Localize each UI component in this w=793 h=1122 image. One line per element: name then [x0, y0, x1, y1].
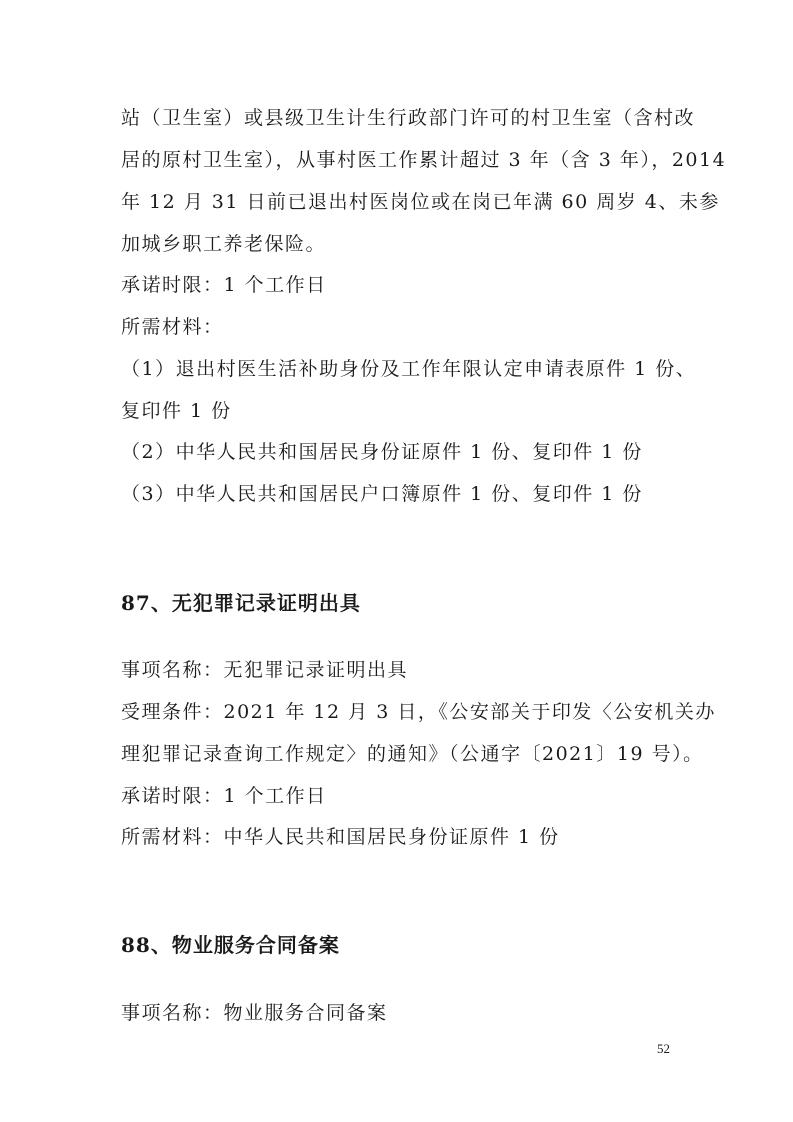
body-text-line: 加城乡职工养老保险。: [121, 233, 327, 255]
section-heading-88: 88、物业服务合同备案: [121, 933, 340, 957]
acceptance-condition-text: 受理条件：2021 年 12 月 3 日，《公安部关于印发〈公安机关办: [121, 701, 716, 723]
body-text-line: 年 12 月 31 日前已退出村医岗位或在岗已年满 60 周岁 4、未参: [121, 191, 720, 213]
acceptance-condition-text: 理犯罪记录查询工作规定〉的通知》（公通字〔2021〕19 号）。: [121, 743, 704, 765]
material-item: 复印件 1 份: [121, 400, 232, 422]
material-item: （1）退出村医生活补助身份及工作年限认定申请表原件 1 份、: [121, 358, 697, 380]
materials-text: 所需材料：中华人民共和国居民身份证原件 1 份: [121, 826, 560, 848]
time-limit-text: 承诺时限：1 个工作日: [121, 274, 327, 296]
body-text-line: 站（卫生室）或县级卫生计生行政部门许可的村卫生室（含村改: [121, 107, 696, 129]
body-text-line: 居的原村卫生室），从事村医工作累计超过 3 年（含 3 年），2014: [121, 149, 727, 171]
material-item: （3）中华人民共和国居民户口簿原件 1 份、复印件 1 份: [121, 483, 643, 505]
section-heading-87: 87、无犯罪记录证明出具: [121, 591, 361, 615]
material-item: （2）中华人民共和国居民身份证原件 1 份、复印件 1 份: [121, 441, 643, 463]
materials-label: 所需材料：: [121, 316, 224, 338]
time-limit-text: 承诺时限：1 个工作日: [121, 785, 327, 807]
page-number: 52: [657, 1041, 670, 1056]
item-name-text: 事项名称：物业服务合同备案: [121, 1002, 388, 1024]
item-name-text: 事项名称：无犯罪记录证明出具: [121, 659, 409, 681]
